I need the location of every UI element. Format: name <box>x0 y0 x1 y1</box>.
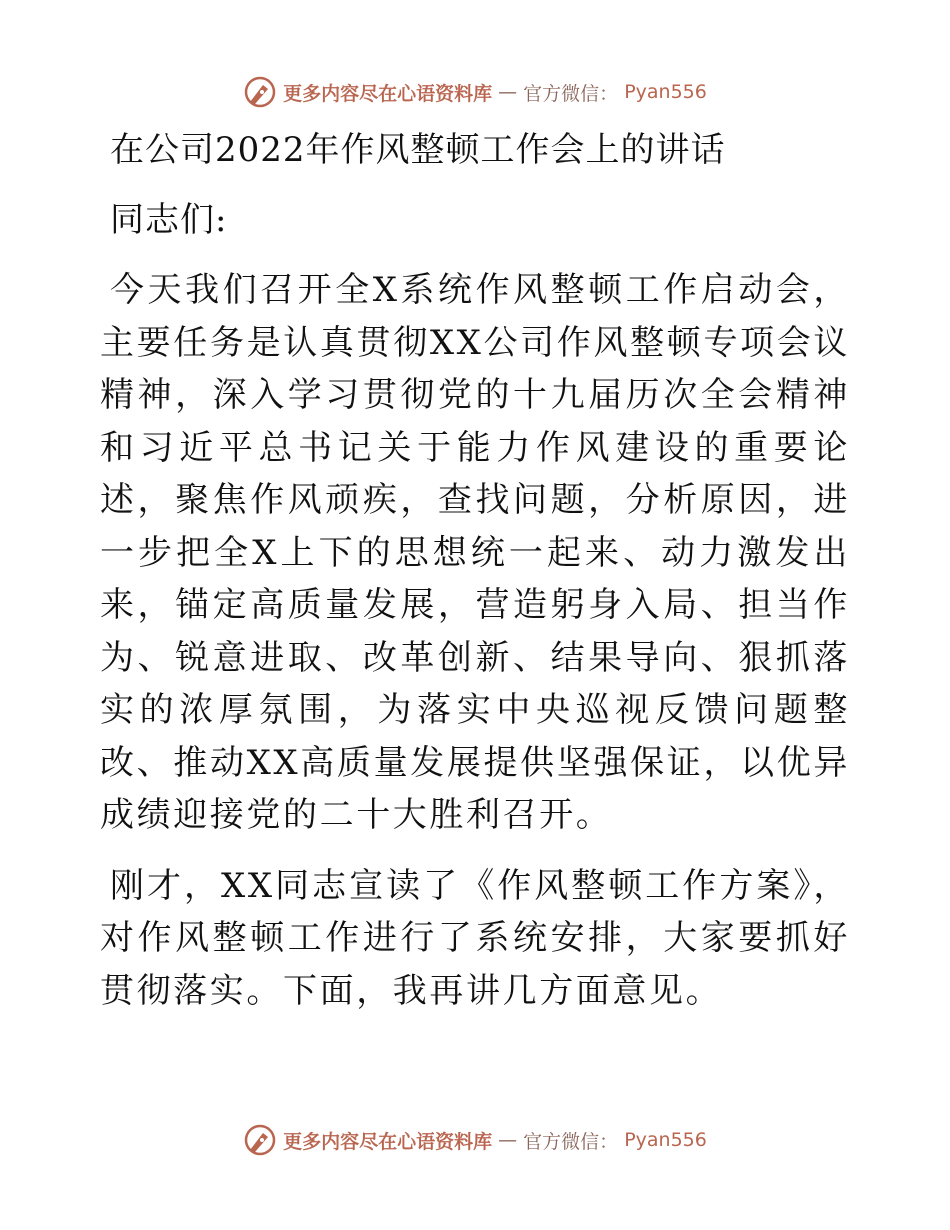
salutation: 同志们: <box>110 200 228 240</box>
watermark-wechat-label: 官方微信： <box>523 1130 619 1153</box>
footer-watermark <box>0 1120 950 1160</box>
watermark-dash: — <box>498 1129 518 1151</box>
watermark-text: 更多内容尽在心语资料库 <box>283 1130 493 1153</box>
document-body <box>100 120 850 1017</box>
watermark-wechat-id: Pyan556 <box>624 81 707 103</box>
paragraph: 刚才，XX同志宣读了《作风整顿工作方案》，对作风整顿工作进行了系统安排，大家要抓好贯彻落实。下面，我再讲几方面意见。 <box>100 865 850 1011</box>
watermark-wechat-id: Pyan556 <box>624 1129 707 1151</box>
document-title: 在公司2022年作风整顿工作会上的讲话 <box>110 130 726 170</box>
pen-nib-logo-icon <box>243 75 277 109</box>
pen-nib-logo-icon <box>243 1123 277 1157</box>
watermark-dash: — <box>498 81 518 103</box>
watermark-wechat-label: 官方微信： <box>523 82 619 105</box>
header-watermark <box>0 72 950 112</box>
watermark-text: 更多内容尽在心语资料库 <box>283 82 493 105</box>
paragraph: 今天我们召开全X系统作风整顿工作启动会，主要任务是认真贯彻XX公司作风整顿专项会议精神，深入学习贯彻党的十九届历次全会精神和习近平总书记关于能力作风建设的重要论述，聚焦作风顽疾，查找问题，分析原因，进一步把全X上下的思想统一起来、动力激发出来，锚定高质量发展，营造躬身入局、担当作为、锐意进取、改革创新、结果导向、狠抓落实的浓厚氛围，为落实中央巡视反馈问题整改、推动XX高质量发展提供坚强保证，以优异成绩迎接党的二十大胜利召开。 <box>100 270 850 835</box>
